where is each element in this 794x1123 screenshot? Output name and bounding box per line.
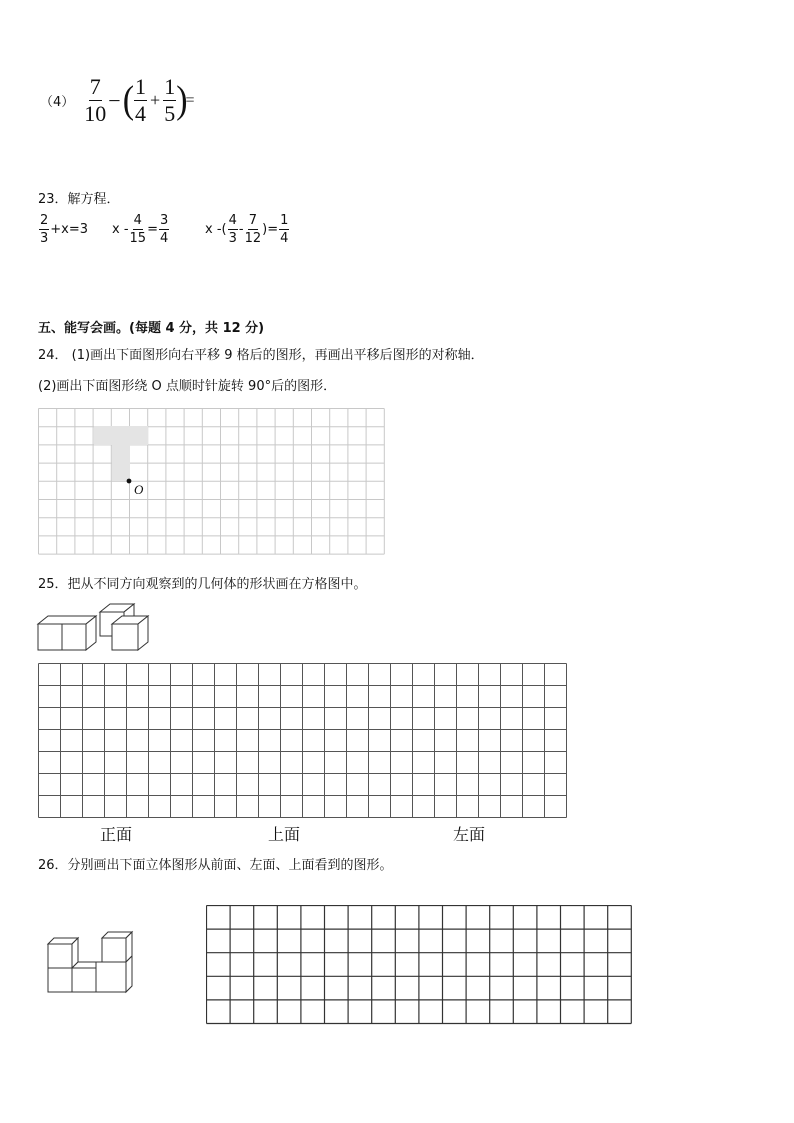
- plus-sign: +: [150, 90, 161, 110]
- q24-grid[interactable]: [38, 408, 388, 556]
- q26-title: 26．分别画出下面立体图形从前面、左面、上面看到的图形。: [38, 858, 393, 873]
- fraction-2-3: $\frac{2}{3}$: [40, 213, 49, 246]
- q24-grid-lines: [39, 409, 385, 555]
- caption-front: 正面: [100, 827, 133, 844]
- q26-solid-figure: [44, 926, 136, 996]
- q26-grid-lines: [207, 906, 632, 1024]
- caption-top: 上面: [268, 827, 301, 844]
- fraction-4-15: $\frac{4}{15}$: [129, 213, 147, 246]
- q22-4-expression: [40, 76, 195, 125]
- q23-title: 23．解方程．: [38, 192, 120, 207]
- q23-equation-3: x -( $\frac{4}{3}$ - $\frac{7}{12}$ )= $\frac{1}{4}$: [205, 213, 289, 246]
- q25-solid-figure: [36, 600, 152, 654]
- equals-sign: =: [185, 91, 195, 109]
- q24-line-1: 24． (1)画出下面图形向右平移 9 格后的图形，再画出平移后图形的对称轴．: [38, 348, 484, 363]
- point-o: [127, 479, 132, 484]
- q23-equation-2: x - $\frac{4}{15}$ = $\frac{3}{4}$: [112, 213, 169, 246]
- fraction-7-12: $\frac{7}{12}$: [244, 213, 262, 246]
- fraction-1-5: $\frac{1}{5}$: [164, 74, 176, 126]
- minus-sign: −: [108, 87, 121, 113]
- q26-grid[interactable]: [206, 905, 634, 1027]
- q25-title: 25．把从不同方向观察到的几何体的形状画在方格图中。: [38, 577, 367, 592]
- q24-line-2: (2)画出下面图形绕 O 点顺时针旋转 90°后的图形．: [38, 379, 337, 394]
- fraction-1-4-b: $\frac{1}{4}$: [280, 213, 289, 246]
- q25-grid[interactable]: [38, 663, 568, 819]
- fraction-3-4: $\frac{3}{4}$: [159, 213, 169, 246]
- arrow-shaft: [112, 445, 130, 481]
- point-o-label: O: [134, 482, 144, 497]
- close-paren: ): [176, 78, 188, 122]
- open-paren: (: [122, 78, 135, 122]
- section-5-heading: 五、能写会画。(每题 4 分，共 12 分): [38, 321, 265, 336]
- fraction-4-3: $\frac{4}{3}$: [228, 213, 237, 246]
- q25-grid-lines: [39, 664, 567, 818]
- caption-left: 左面: [453, 827, 486, 844]
- q22-4-label: （4）: [40, 95, 75, 110]
- q23-equation-1: $\frac{2}{3}$ +x=3: [40, 213, 89, 246]
- fraction-1-4: $\frac{1}{4}$: [135, 74, 147, 126]
- fraction-7-10: $\frac{7}{10}$: [84, 74, 107, 126]
